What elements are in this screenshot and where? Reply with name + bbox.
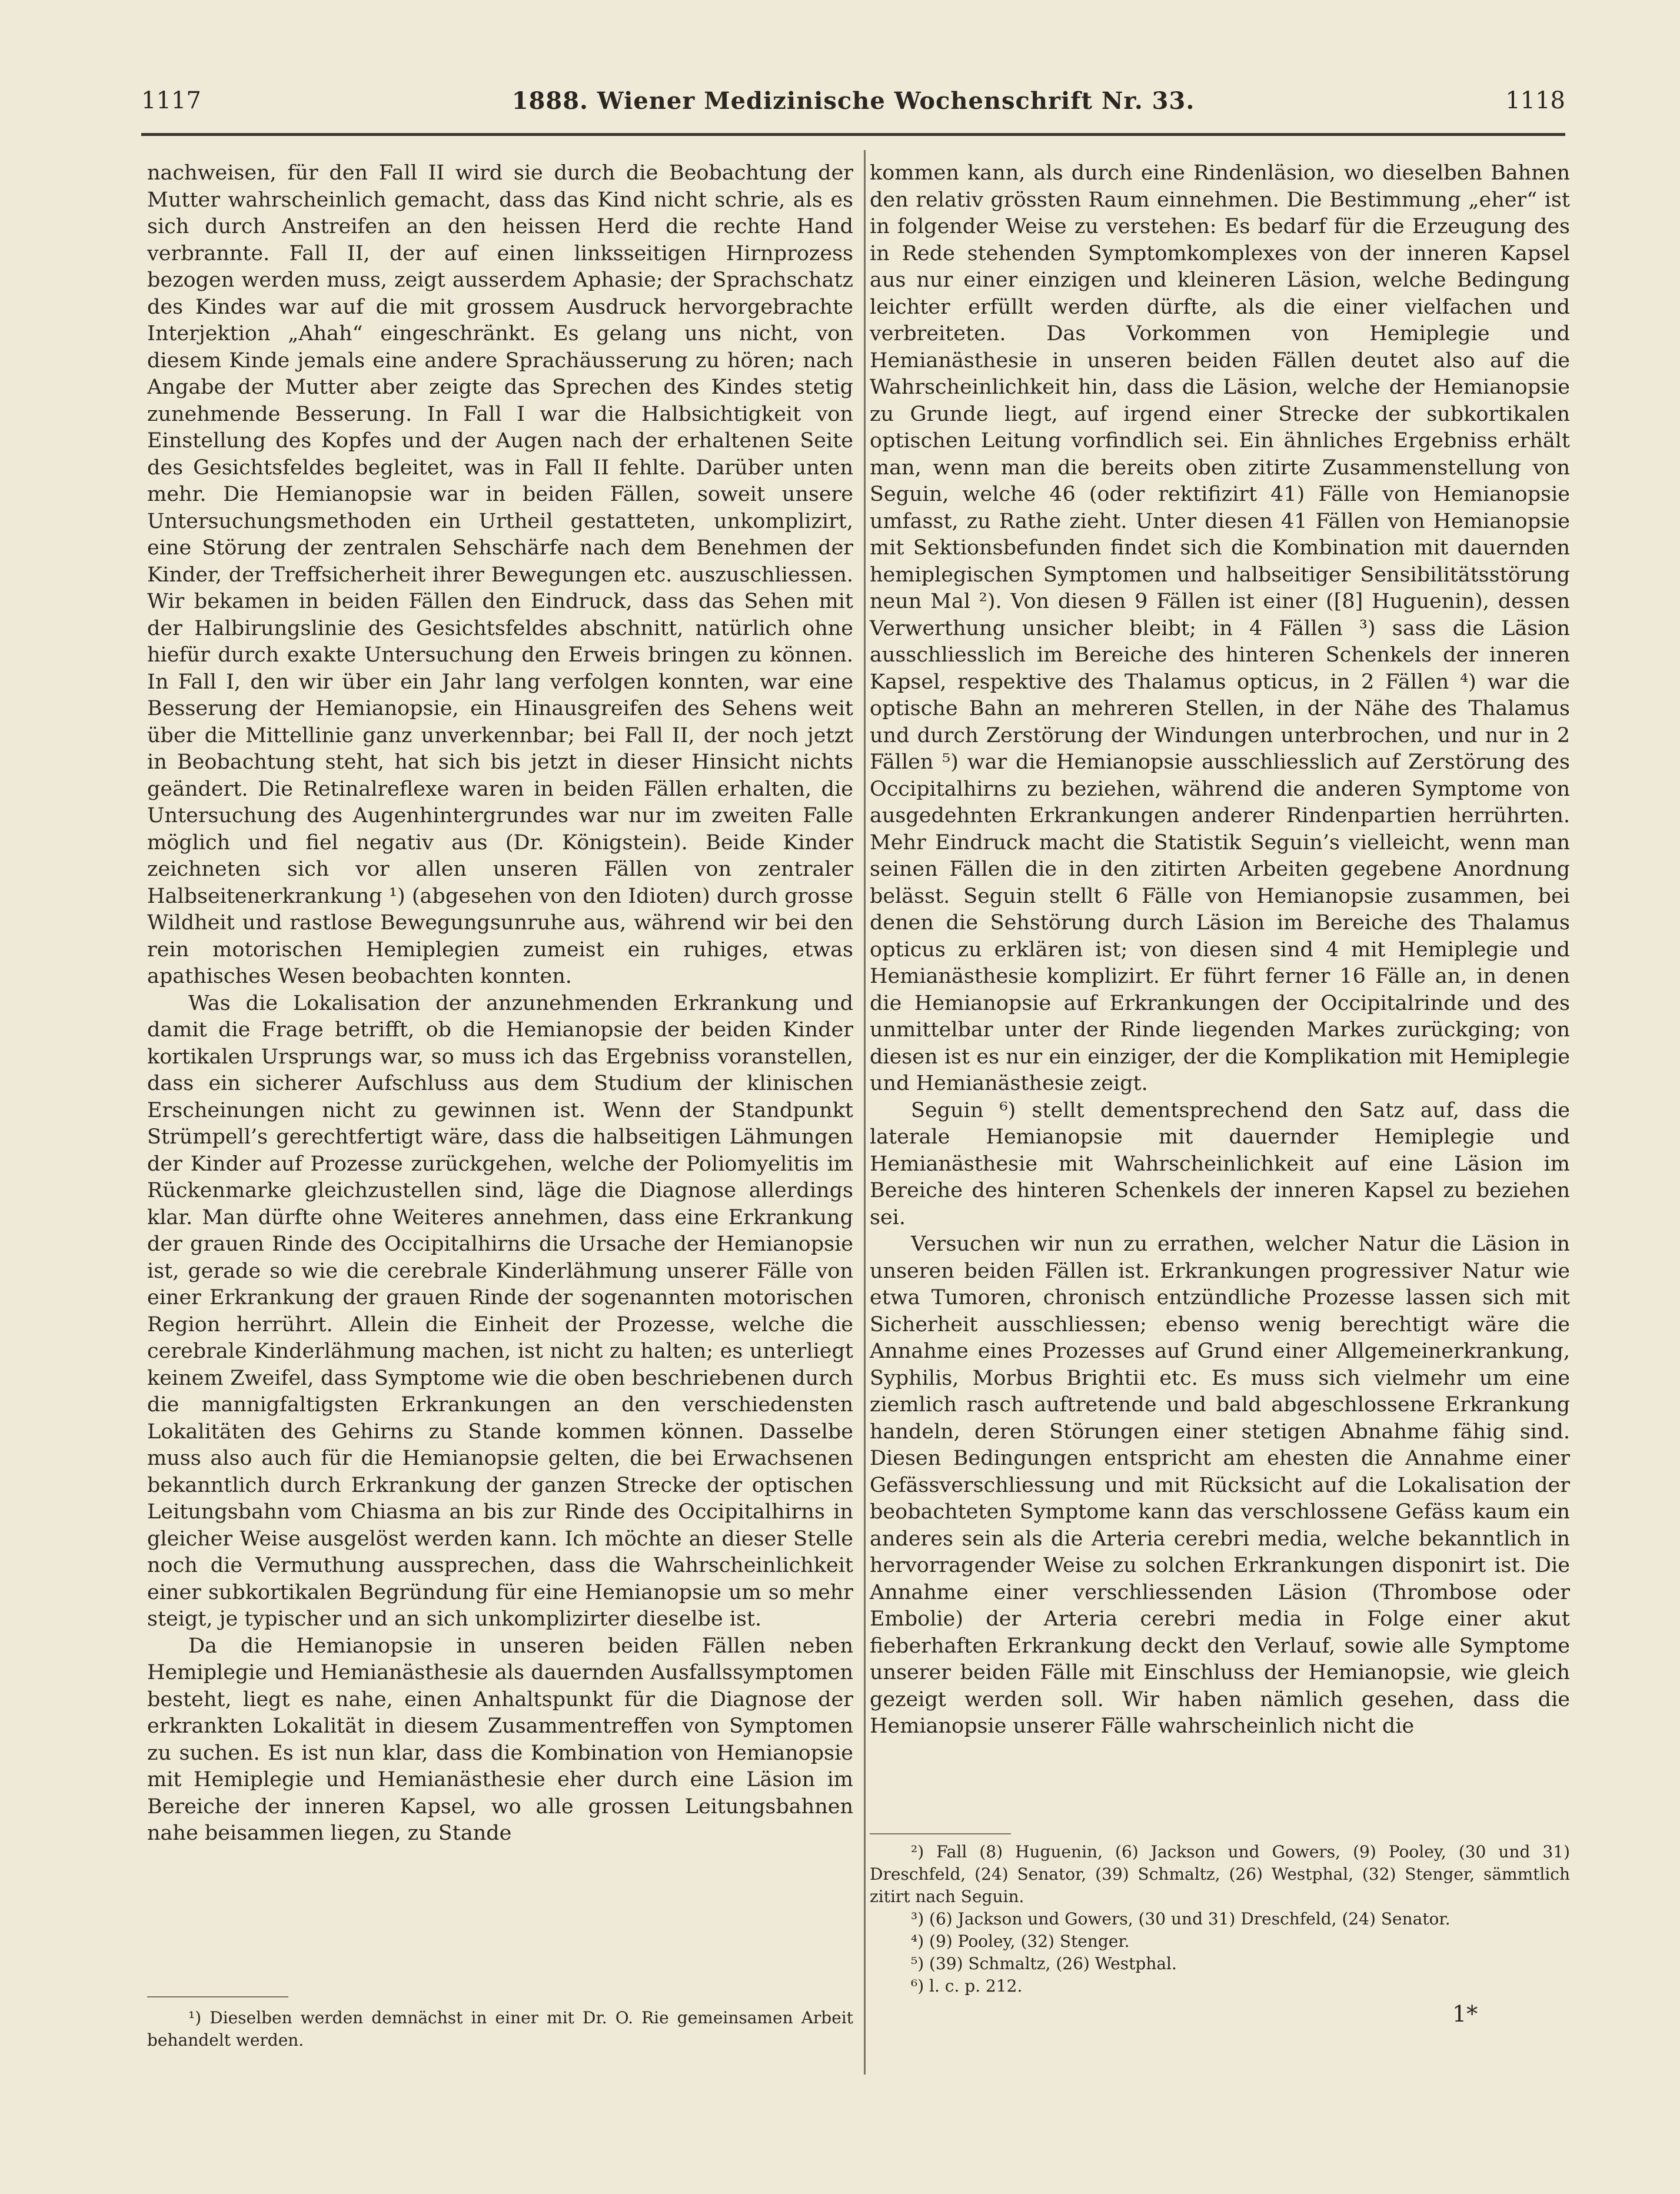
header-rule: [141, 133, 1565, 136]
right-paragraph-3: Versuchen wir nun zu errathen, welcher Natur die Läsion in unseren beiden Fällen ist. Erkrankungen progressiver Natur wie etwa Tumoren, chronisch entzündliche Prozesse lassen sich mit Sicherheit ausschliessen; ebenso wenig berechtigt wäre die Annahme eines Prozesses auf Grund einer Allgemeinerkrankung, Syphilis, Morbus Brightii etc. Es muss sich vielmehr um eine ziemlich rasch auftretende und bald abgeschlossene Erkrankung handeln, deren Störungen einer stetigen Abnahme fähig sind. Diesen Bedingungen entspricht am ehesten die Annahme einer Gefässverschliessung und mit Rücksicht auf die Lokalisation der beobachteten Symptome kann das verschlossene Gefäss kaum ein anderes sein als die Arteria cerebri media, welche bekanntlich in hervorragender Weise zu solchen Erkrankungen disponirt ist. Die Annahme einer verschliessenden Läsion (Thrombose oder Embolie) der Arteria cerebri media in Folge einer akut fieberhaften Erkrankung deckt den Verlauf, sowie alle Symptome unserer beiden Fälle mit Einschluss der Hemianopsie, wie gleich gezeigt werden soll. Wir haben nämlich gesehen, dass die Hemianopsie unserer Fälle wahrscheinlich nicht die: [870, 1232, 1570, 1738]
page-number-right: 1118: [1505, 87, 1565, 114]
left-footnotes: [147, 2007, 853, 2052]
left-paragraph-2: Was die Lokalisation der anzunehmenden Erkrankung und damit die Frage betrifft, ob die Hemianopsie der beiden Kinder kortikalen Ursprungs war, so muss ich das Ergebniss voranstellen, dass ein sicherer Aufschluss aus dem Studium der klinischen Erscheinungen nicht zu gewinnen ist. Wenn der Standpunkt Strümpell’s gerechtfertigt wäre, dass die halbseitigen Lähmungen der Kinder auf Prozesse zurückgehen, welche der Poliomyelitis im Rückenmarke gleichzustellen sind, läge die Diagnose allerdings klar. Man dürfte ohne Weiteres annehmen, dass eine Erkrankung der grauen Rinde des Occipitalhirns die Ursache der Hemianopsie ist, gerade so wie die cerebrale Kinderlähmung unserer Fälle von einer Erkrankung der grauen Rinde der sogenannten motorischen Region herrührt. Allein die Einheit der Prozesse, welche die cerebrale Kinderlähmung machen, ist nicht zu halten; es unterliegt keinem Zweifel, dass Symptome wie die oben beschriebenen durch die mannigfaltigsten Erkrankungen an den verschiedensten Lokalitäten des Gehirns zu Stande kommen können. Dasselbe muss also auch für die Hemianopsie gelten, die bei Erwachsenen bekanntlich durch Erkrankung der ganzen Strecke der optischen Leitungsbahn vom Chiasma an bis zur Rinde des Occipitalhirns in gleicher Weise ausgelöst werden kann. Ich möchte an dieser Stelle noch die Vermuthung aussprechen, dass die Wahrscheinlichkeit einer subkortikalen Begründung für eine Hemianopsie um so mehr steigt, je typischer und an sich unkomplizirter dieselbe ist.: [147, 991, 853, 1631]
page-number-left: 1117: [141, 87, 201, 114]
signature-mark: 1*: [1452, 2001, 1478, 2027]
right-paragraph-2: Seguin ⁶) stellt dementsprechend den Satz auf, dass die laterale Hemianopsie mit dauernder Hemiplegie und Hemianästhesie mit Wahrscheinlichkeit auf eine Läsion im Bereiche des hinteren Schenkels der inneren Kapsel zu beziehen sei.: [870, 1098, 1570, 1229]
footnote-6: ⁶) l. c. p. 212.: [911, 1976, 1023, 1996]
journal-title: 1888. Wiener Medizinische Wochenschrift Nr. 33.: [511, 87, 1195, 115]
left-paragraph-3: Da die Hemianopsie in unseren beiden Fällen neben Hemiplegie und Hemianästhesie als dauernden Ausfallssymptomen besteht, liegt es nahe, einen Anhaltspunkt für die Diagnose der erkrankten Lokalität in diesem Zusammentreffen von Symptomen zu suchen. Es ist nun klar, dass die Kombination von Hemianopsie mit Hemiplegie und Hemianästhesie eher durch eine Läsion im Bereiche der inneren Kapsel, wo alle grossen Leitungsbahnen nahe beisammen liegen, zu Stande: [147, 1634, 853, 1845]
footnote-2: ²) Fall (8) Huguenin, (6) Jackson und Gowers, (9) Pooley, (30 und 31) Dreschfeld, (24) Senator, (39) Schmaltz, (26) Westphal, (32) Stenger, sämmtlich zitirt nach Seguin.: [870, 1842, 1570, 1906]
right-paragraph-1: kommen kann, als durch eine Rindenläsion, wo dieselben Bahnen den relativ grössten Raum einnehmen. Die Bestimmung „eher“ ist in folgender Weise zu verstehen: Es bedarf für die Erzeugung des in Rede stehenden Symptomkomplexes von der inneren Kapsel aus nur einer einzigen und kleineren Läsion, welche Bedingung leichter erfüllt werden dürfte, als die einer vielfachen und verbreiteten. Das Vorkommen von Hemiplegie und Hemianästhesie in unseren beiden Fällen deutet also auf die Wahrscheinlichkeit hin, dass die Läsion, welche der Hemianopsie zu Grunde liegt, auf irgend einer Strecke der subkortikalen optischen Leitung vorfindlich sei. Ein ähnliches Ergebniss erhält man, wenn man die bereits oben zitirte Zusammenstellung von Seguin, welche 46 (oder rektifizirt 41) Fälle von Hemianopsie umfasst, zu Rathe zieht. Unter diesen 41 Fällen von Hemianopsie mit Sektionsbefunden findet sich die Kombination mit dauernden hemiplegischen Symptomen und halbseitiger Sensibilitätsstörung neun Mal ²). Von diesen 9 Fällen ist einer ([8] Huguenin), dessen Verwerthung unsicher bleibt; in 4 Fällen ³) sass die Läsion ausschliesslich im Bereiche des hinteren Schenkels der inneren Kapsel, respektive des Thalamus opticus, in 2 Fällen ⁴) war die optische Bahn an mehreren Stellen, in der Nähe des Thalamus und durch Zerstörung der Windungen unterbrochen, und nur in 2 Fällen ⁵) war die Hemianopsie ausschliesslich auf Zerstörung des Occipitalhirns zu beziehen, während die anderen Symptome von ausgedehnten Erkrankungen anderer Rindenpartien herrührten. Mehr Eindruck macht die Statistik Seguin’s vielleicht, wenn man seinen Fällen die in den zitirten Arbeiten gegebene Anordnung belässt. Seguin stellt 6 Fälle von Hemianopsie zusammen, bei denen die Sehstörung durch Läsion im Bereiche des Thalamus opticus zu erklären ist; von diesen sind 4 mit Hemiplegie und Hemianästhesie komplizirt. Er führt ferner 16 Fälle an, in denen die Hemianopsie auf Erkrankungen der Occipitalrinde und des unmittelbar unter der Rinde liegenden Markes zurückging; von diesen ist es nur ein einziger, der die Komplikation mit Hemiplegie und Hemianästhesie zeigt.: [870, 161, 1570, 1095]
right-footnotes: [870, 1841, 1570, 1997]
column-divider: [864, 150, 866, 2075]
page-header: [141, 87, 1565, 134]
footnote-1: ¹) Dieselben werden demnächst in einer mit Dr. O. Rie gemeinsamen Arbeit behandelt werden.: [147, 2008, 853, 2050]
right-footnote-rule: [870, 1833, 1011, 1834]
footnote-5: ⁵) (39) Schmaltz, (26) Westphal.: [911, 1954, 1177, 1973]
footnote-4: ⁴) (9) Pooley, (32) Stenger.: [911, 1932, 1130, 1951]
left-column: [147, 160, 853, 1847]
left-footnote-rule: [147, 1996, 288, 1997]
left-paragraph-1: nachweisen, für den Fall II wird sie durch die Beobachtung der Mutter wahrscheinlich gemacht, dass das Kind nicht schrie, als es sich durch Anstreifen an den heissen Herd die rechte Hand verbrannte. Fall II, der auf einen linksseitigen Hirnprozess bezogen werden muss, zeigt ausserdem Aphasie; der Sprachschatz des Kindes war auf die mit grossem Ausdruck hervorgebrachte Interjektion „Ahah“ eingeschränkt. Es gelang uns nicht, von diesem Kinde jemals eine andere Sprachäusserung zu hören; nach Angabe der Mutter aber zeigte das Sprechen des Kindes stetig zunehmende Besserung. In Fall I war die Halbsichtigkeit von Einstellung des Kopfes und der Augen nach der erhaltenen Seite des Gesichtsfeldes begleitet, was in Fall II fehlte. Darüber unten mehr. Die Hemianopsie war in beiden Fällen, soweit unsere Untersuchungsmethoden ein Urtheil gestatteten, unkomplizirt, eine Störung der zentralen Sehschärfe nach dem Benehmen der Kinder, der Treffsicherheit ihrer Bewegungen etc. auszuschliessen. Wir bekamen in beiden Fällen den Eindruck, dass das Sehen mit der Halbirungslinie des Gesichtsfeldes abschnitt, natürlich ohne hiefür durch exakte Untersuchung den Erweis bringen zu können. In Fall I, den wir über ein Jahr lang verfolgen konnten, war eine Besserung der Hemianopsie, ein Hinausgreifen des Sehens weit über die Mittellinie ganz unverkennbar; bei Fall II, der noch jetzt in Beobachtung steht, hat sich bis jetzt in dieser Hinsicht nichts geändert. Die Retinalreflexe waren in beiden Fällen erhalten, die Untersuchung des Augenhintergrundes war nur im zweiten Falle möglich und fiel negativ aus (Dr. Königstein). Beide Kinder zeichneten sich vor allen unseren Fällen von zentraler Halbseitenerkrankung ¹) (abgesehen von den Idioten) durch grosse Wildheit und rastlose Bewegungsunruhe aus, während wir bei den rein motorischen Hemiplegien zumeist ein ruhiges, etwas apathisches Wesen beobachten konnten.: [147, 161, 853, 988]
right-column: [870, 160, 1570, 1740]
footnote-3: ³) (6) Jackson und Gowers, (30 und 31) Dreschfeld, (24) Senator.: [911, 1909, 1451, 1929]
